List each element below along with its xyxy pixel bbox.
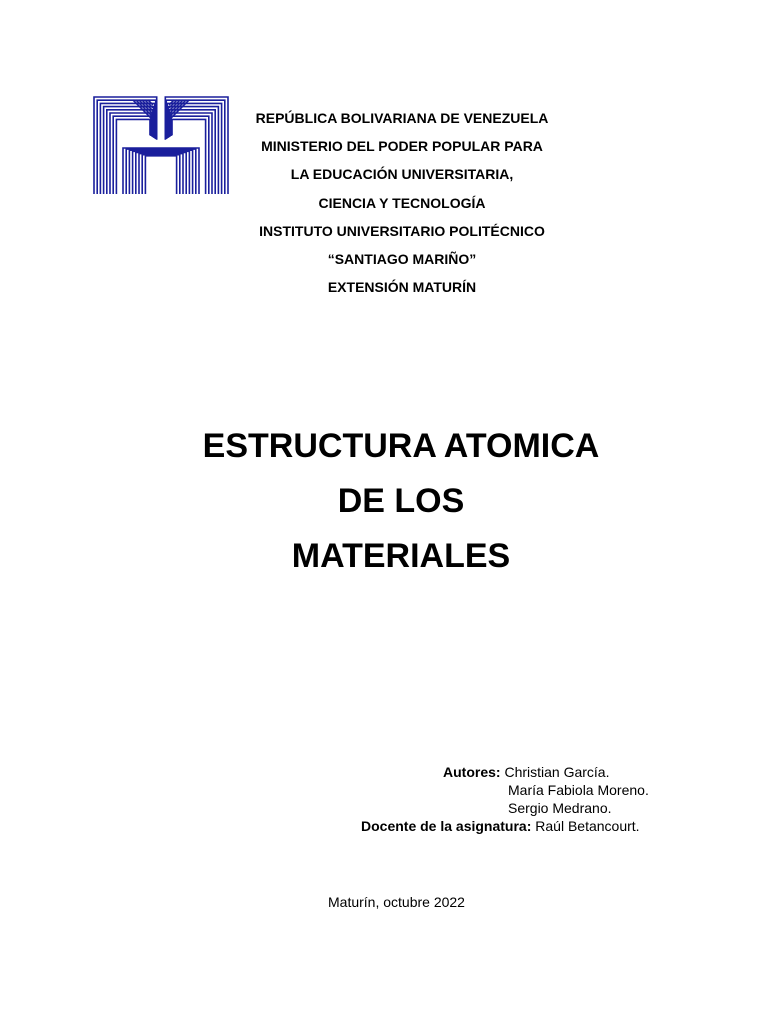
author-name: Sergio Medrano. <box>508 800 612 816</box>
title-line-1: ESTRUCTURA ATOMICA <box>202 427 600 465</box>
authors-label: Autores: <box>443 764 501 780</box>
logo-stripe <box>133 151 190 194</box>
teacher-label: Docente de la asignatura: <box>361 818 532 834</box>
logo-stripe <box>142 155 180 194</box>
header-line-country: REPÚBLICA BOLIVARIANA DE VENEZUELA <box>255 110 549 126</box>
author-name: Christian García. <box>504 764 610 780</box>
institutional-logo-icon <box>93 96 229 195</box>
header-line-education: LA EDUCACIÓN UNIVERSITARIA, <box>290 166 514 183</box>
author-name: María Fabiola Moreno. <box>508 782 649 798</box>
title-line-3: MATERIALES <box>291 537 511 575</box>
document-title <box>100 419 702 584</box>
author-row <box>508 799 612 817</box>
header-line-ministry: MINISTERIO DEL PODER POPULAR PARA <box>261 138 543 155</box>
logo-stripe <box>145 156 176 194</box>
header-line-science: CIENCIA Y TECNOLOGÍA <box>318 194 486 211</box>
teacher-name: Raúl Betancourt. <box>535 818 640 834</box>
author-row <box>508 781 649 799</box>
place-date: Maturín, octubre 2022 <box>328 894 465 910</box>
title-line-2: DE LOS <box>337 482 465 520</box>
logo-stripe <box>136 152 186 194</box>
header-line-institute-name: “SANTIAGO MARIÑO” <box>327 250 477 267</box>
institution-header <box>230 108 574 305</box>
authors-row <box>443 763 610 781</box>
header-line-institute: INSTITUTO UNIVERSITARIO POLITÉCNICO <box>259 222 545 239</box>
header-line-extension: EXTENSIÓN MATURÍN <box>327 279 477 296</box>
teacher-row <box>361 817 640 835</box>
